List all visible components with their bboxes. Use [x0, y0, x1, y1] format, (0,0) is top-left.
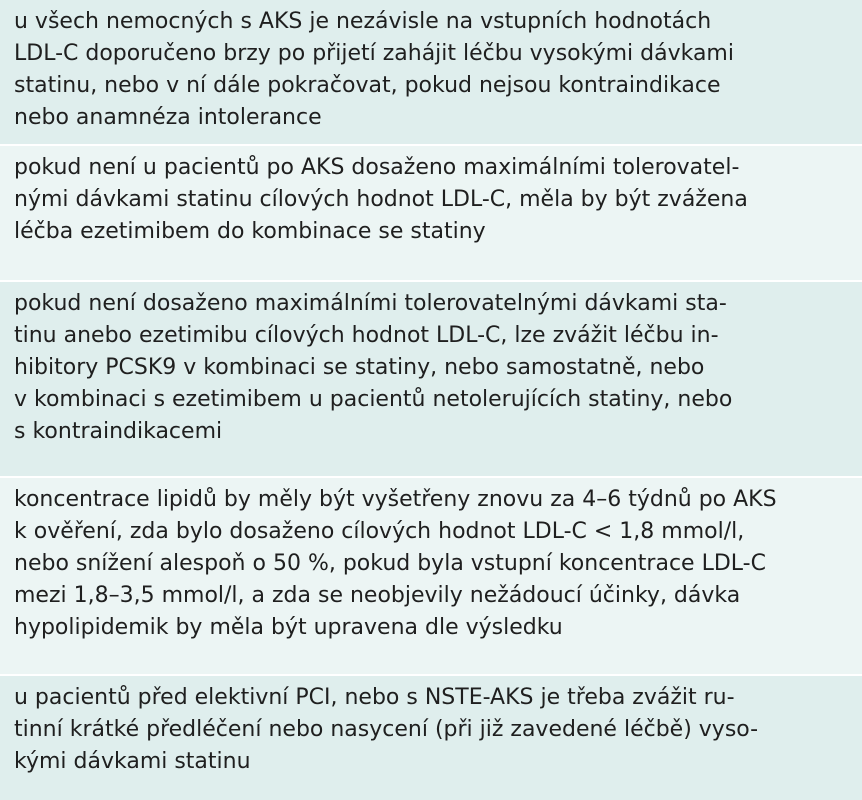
recommendation-row	[0, 676, 862, 800]
recommendation-text-line: hypolipidemik by měla být upravena dle výsledku	[14, 615, 563, 640]
recommendation-row	[0, 0, 862, 146]
recommendation-text-line: hibitory PCSK9 v kombinaci se statiny, nebo samostatně, nebo	[14, 355, 705, 380]
recommendation-text-line: statinu, nebo v ní dále pokračovat, pokud nejsou kontraindikace	[14, 73, 721, 98]
recommendation-text-line: tinní krátké předléčení nebo nasycení (při již zavedené léčbě) vyso-	[14, 717, 759, 742]
recommendation-text-line: pokud není u pacientů po AKS dosaženo maximálními tolerovatel-	[14, 155, 740, 180]
recommendation-text-line: nebo snížení alespoň o 50 %, pokud byla vstupní koncentrace LDL-C	[14, 551, 766, 576]
recommendation-text-line: tinu anebo ezetimibu cílových hodnot LDL-C, lze zvážit léčbu in-	[14, 323, 719, 348]
recommendation-text-line: v kombinaci s ezetimibem u pacientů netolerujících statiny, nebo	[14, 387, 733, 412]
recommendation-text-line: LDL-C doporučeno brzy po přijetí zahájit léčbu vysokými dávkami	[14, 41, 734, 66]
recommendation-text-line: mezi 1,8–3,5 mmol/l, a zda se neobjevily nežádoucí účinky, dávka	[14, 583, 741, 608]
recommendation-text-line: k ověření, zda bylo dosaženo cílových hodnot LDL-C < 1,8 mmol/l,	[14, 519, 745, 544]
recommendation-text-line: léčba ezetimibem do kombinace se statiny	[14, 219, 486, 244]
recommendation-text-line: s kontraindikacemi	[14, 419, 223, 444]
recommendation-row	[0, 282, 862, 478]
recommendation-text-line: u všech nemocných s AKS je nezávisle na vstupních hodnotách	[14, 9, 712, 34]
recommendation-row	[0, 146, 862, 282]
recommendation-row	[0, 478, 862, 676]
recommendation-text-line: nými dávkami statinu cílových hodnot LDL-C, měla by být zvážena	[14, 187, 748, 212]
recommendation-text-line: koncentrace lipidů by měly být vyšetřeny znovu za 4–6 týdnů po AKS	[14, 487, 777, 512]
recommendation-text-line: u pacientů před elektivní PCI, nebo s NSTE-AKS je třeba zvážit ru-	[14, 685, 735, 710]
recommendation-text-line: kými dávkami statinu	[14, 749, 251, 774]
recommendation-text-line: pokud není dosaženo maximálními tolerovatelnými dávkami sta-	[14, 291, 727, 316]
recommendation-text-line: nebo anamnéza intolerance	[14, 105, 322, 130]
